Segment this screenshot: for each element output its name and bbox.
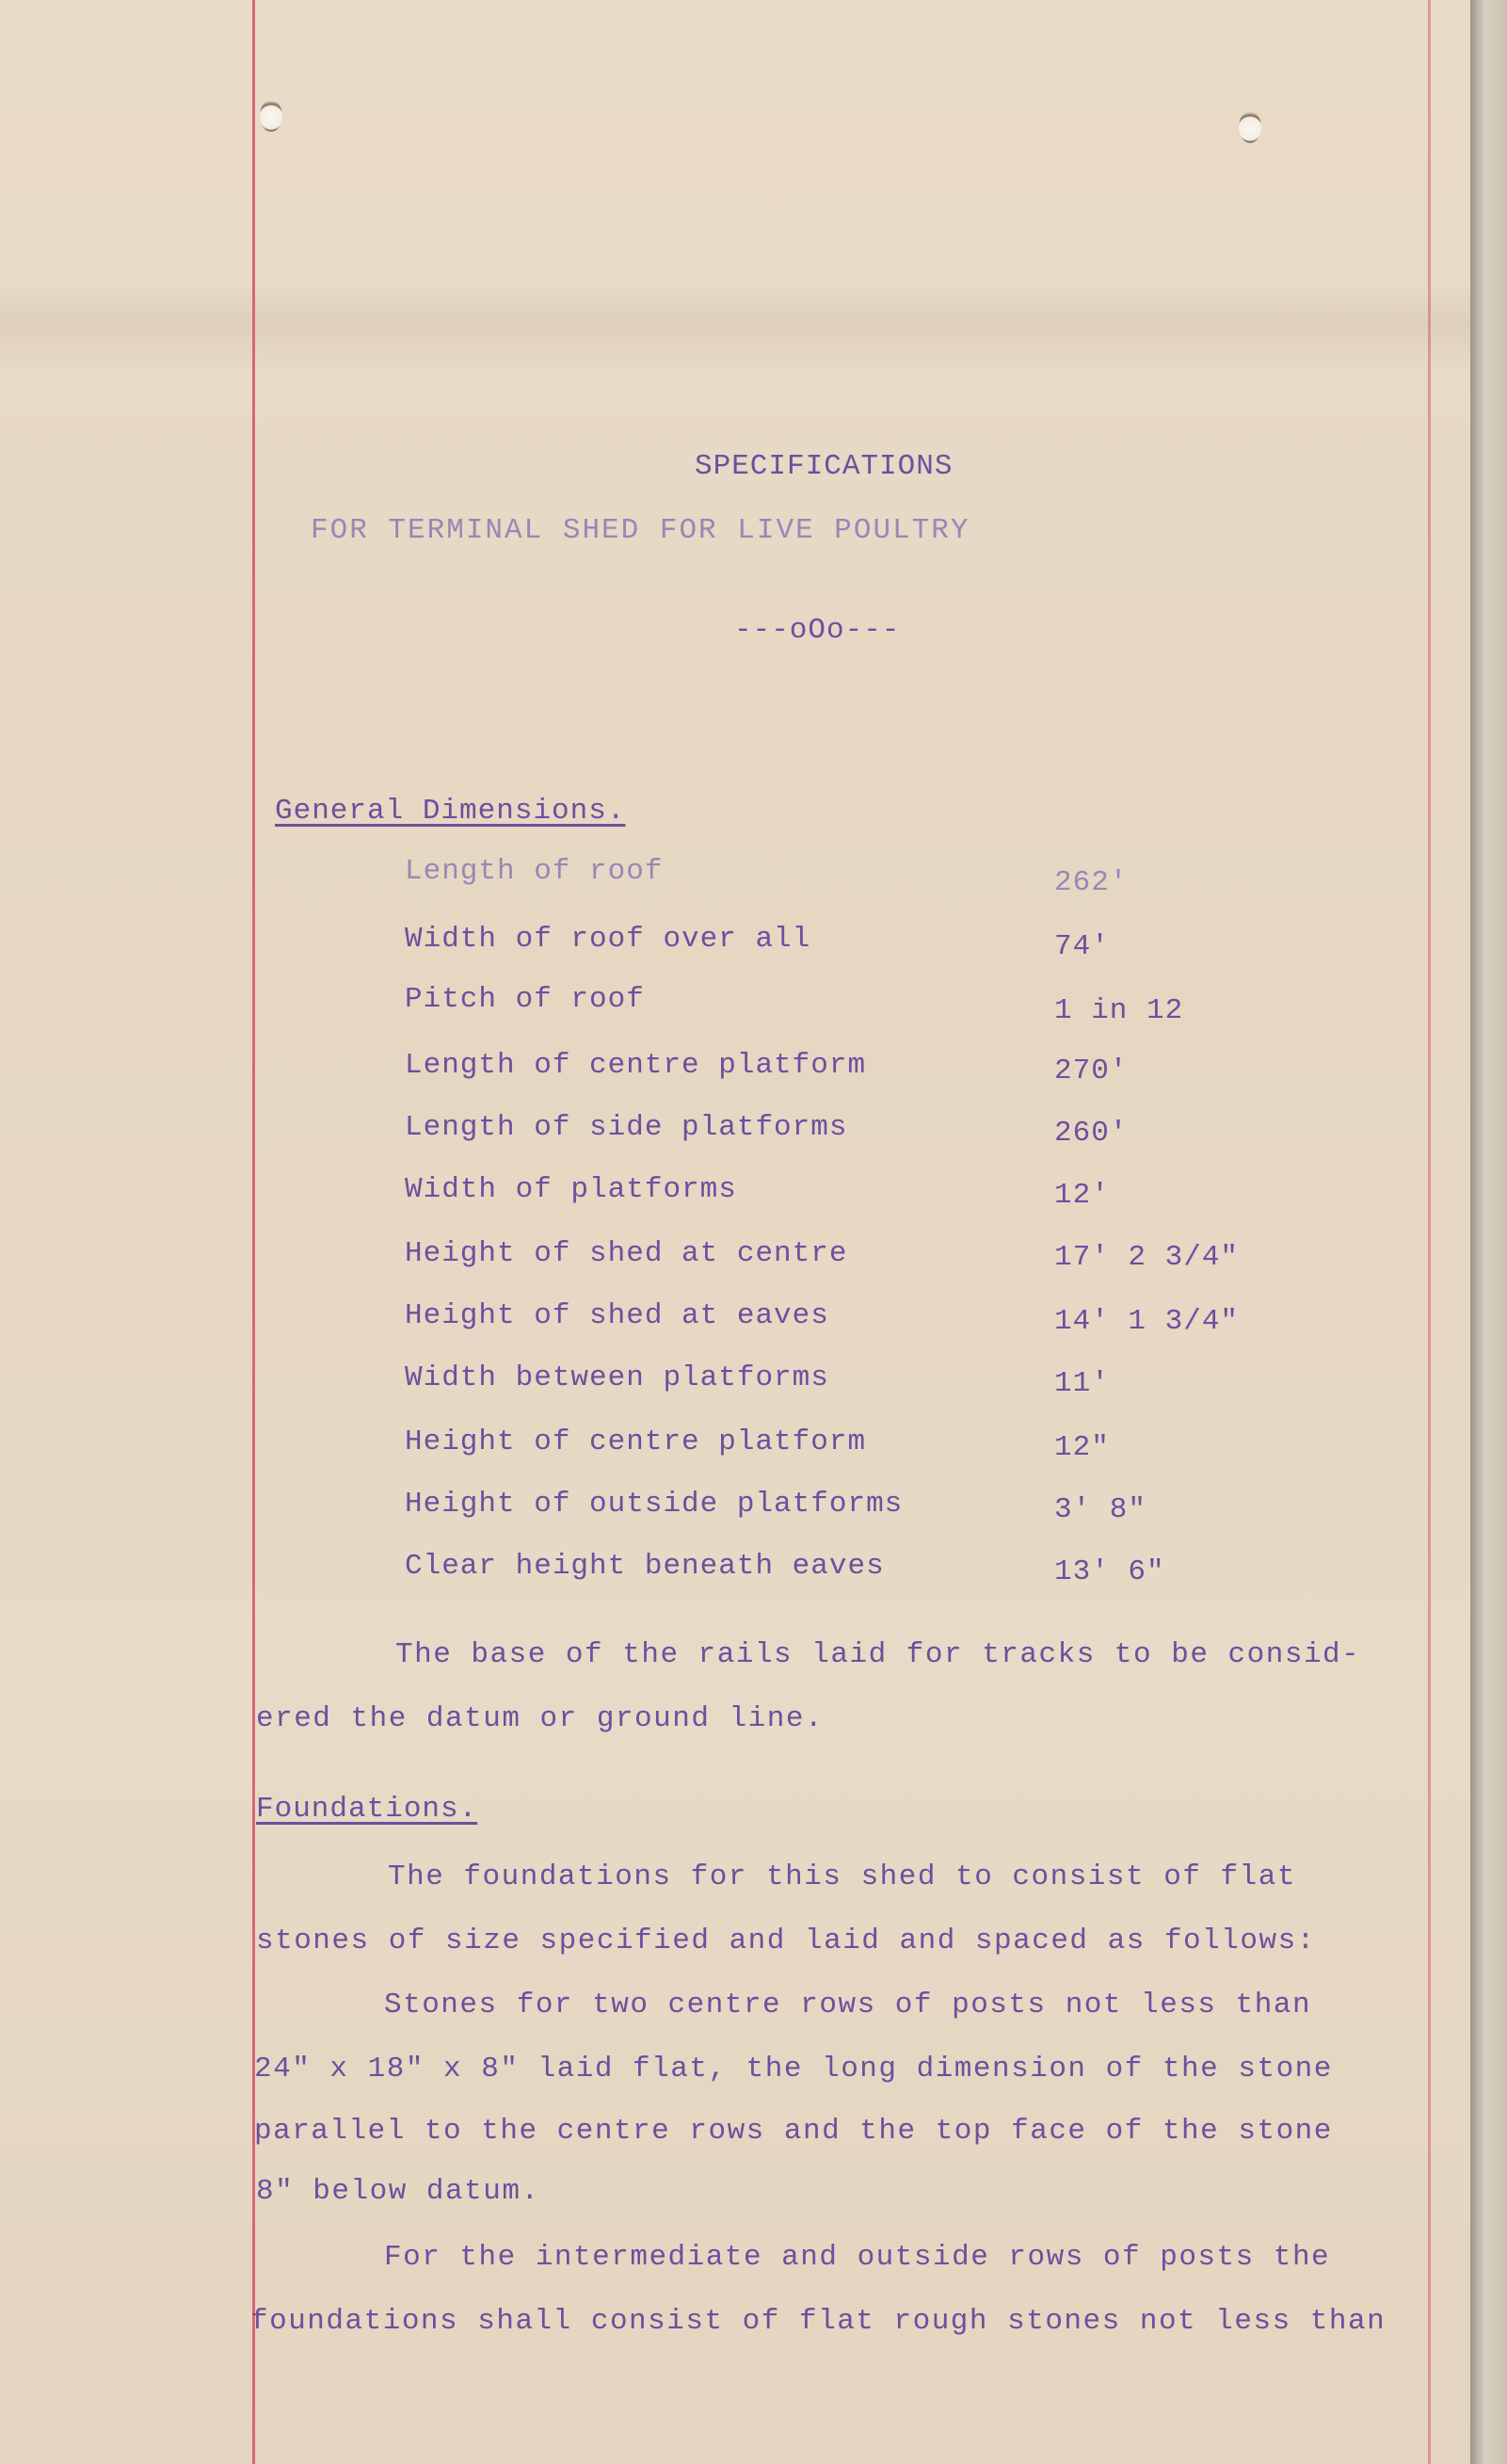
datum-note-line-1: The base of the rails laid for tracks to be consid- xyxy=(395,1638,1361,1671)
dimension-label: Width between platforms xyxy=(405,1361,829,1394)
left-margin-rule xyxy=(252,0,255,2464)
general-dimensions-heading: General Dimensions. xyxy=(275,795,626,828)
foundations-line-1: The foundations for this shed to consist of flat xyxy=(388,1860,1296,1893)
dimension-label: Length of side platforms xyxy=(405,1111,848,1144)
right-margin-rule xyxy=(1428,0,1431,2464)
dimension-value: 14' 1 3/4" xyxy=(1054,1305,1240,1338)
dimension-label: Length of roof xyxy=(405,855,664,888)
paper-fold-shadow xyxy=(0,282,1470,367)
dimension-value: 270' xyxy=(1054,1055,1129,1087)
dimension-value: 17' 2 3/4" xyxy=(1054,1241,1240,1274)
dimension-value: 12' xyxy=(1054,1179,1110,1212)
dimension-label: Height of shed at eaves xyxy=(405,1299,829,1332)
dimension-value: 262' xyxy=(1054,866,1129,899)
foundations-line-7: For the intermediate and outside rows of posts the xyxy=(384,2241,1331,2274)
dimension-value: 1 in 12 xyxy=(1054,994,1184,1027)
dimension-value: 11' xyxy=(1054,1367,1110,1400)
dimension-label: Height of outside platforms xyxy=(405,1488,904,1521)
foundations-line-2: stones of size specified and laid and spaced as follows: xyxy=(256,1924,1316,1957)
punch-hole-right xyxy=(1239,111,1261,143)
dimension-label: Pitch of roof xyxy=(405,983,645,1016)
dimension-label: Clear height beneath eaves xyxy=(405,1550,885,1583)
dimension-value: 13' 6" xyxy=(1054,1555,1165,1588)
foundations-line-3: Stones for two centre rows of posts not less than xyxy=(384,1989,1312,2021)
document-title: SPECIFICATIONS xyxy=(695,450,954,483)
datum-note-line-2: ered the datum or ground line. xyxy=(256,1702,825,1735)
punch-hole-left xyxy=(260,100,282,132)
page-edge xyxy=(1470,0,1507,2464)
foundations-line-8: foundations shall consist of flat rough stones not less than xyxy=(250,2305,1387,2338)
dimension-value: 260' xyxy=(1054,1117,1129,1150)
dimension-value: 74' xyxy=(1054,930,1110,963)
foundations-heading: Foundations. xyxy=(256,1793,478,1826)
dimension-label: Length of centre platform xyxy=(405,1049,867,1082)
dimension-value: 3' 8" xyxy=(1054,1493,1147,1526)
title-ornament: ---oOo--- xyxy=(734,614,901,647)
dimension-label: Height of centre platform xyxy=(405,1425,867,1458)
foundations-line-4: 24" x 18" x 8" laid flat, the long dimension of the stone xyxy=(254,2053,1333,2086)
foundations-line-6: 8" below datum. xyxy=(256,2175,540,2208)
document-subtitle: FOR TERMINAL SHED FOR LIVE POULTRY xyxy=(311,514,970,547)
foundations-line-5: parallel to the centre rows and the top face of the stone xyxy=(254,2115,1333,2148)
dimension-value: 12" xyxy=(1054,1431,1110,1464)
dimension-label: Width of platforms xyxy=(405,1173,737,1206)
dimension-label: Height of shed at centre xyxy=(405,1237,848,1270)
dimension-label: Width of roof over all xyxy=(405,923,811,956)
